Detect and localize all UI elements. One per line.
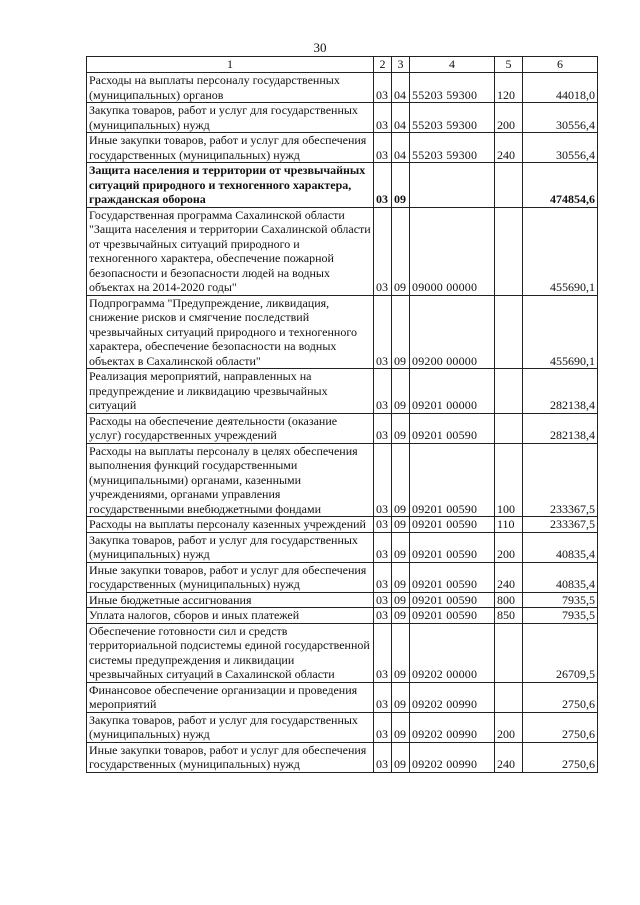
row-expense-type: 240 [495, 742, 523, 772]
row-section: 03 [374, 592, 392, 608]
row-amount: 233367,5 [523, 517, 598, 533]
row-section: 03 [374, 517, 392, 533]
table-row [87, 207, 598, 295]
row-expense-type: 240 [495, 562, 523, 592]
row-name: Иные бюджетные ассигнования [87, 592, 374, 608]
row-amount: 2750,6 [523, 712, 598, 742]
row-name: Расходы на выплаты персоналу казенных учреждений [87, 517, 374, 533]
table-row [87, 592, 598, 608]
row-target-article: 09201 00590 [410, 608, 495, 624]
row-section: 03 [374, 682, 392, 712]
row-target-article: 09200 00000 [410, 295, 495, 369]
table-row [87, 73, 598, 103]
row-subsection: 04 [392, 73, 410, 103]
row-subsection: 09 [392, 682, 410, 712]
row-amount: 44018,0 [523, 73, 598, 103]
table-row [87, 532, 598, 562]
row-section: 03 [374, 73, 392, 103]
row-subsection: 09 [392, 592, 410, 608]
row-target-article: 55203 59300 [410, 73, 495, 103]
row-target-article [410, 163, 495, 208]
row-name: Закупка товаров, работ и услуг для государственных (муниципальных) нужд [87, 712, 374, 742]
table-row [87, 413, 598, 443]
row-target-article: 09202 00000 [410, 623, 495, 682]
row-target-article: 09201 00590 [410, 592, 495, 608]
row-amount: 282138,4 [523, 413, 598, 443]
table-row [87, 163, 598, 208]
row-amount: 30556,4 [523, 103, 598, 133]
row-expense-type [495, 623, 523, 682]
row-target-article: 09201 00000 [410, 369, 495, 414]
row-target-article: 09201 00590 [410, 443, 495, 517]
row-amount: 7935,5 [523, 608, 598, 624]
row-name: Закупка товаров, работ и услуг для государственных (муниципальных) нужд [87, 532, 374, 562]
row-target-article: 55203 59300 [410, 103, 495, 133]
row-amount: 233367,5 [523, 443, 598, 517]
table-row [87, 517, 598, 533]
row-name: Государственная программа Сахалинской области "Защита населения и территории Сахалинской области от чрезвычайных ситуаций природного и техногенного характера, обеспечение пожарной безопасности и безопасности людей на водных объектах на 2014-2020 годы" [87, 207, 374, 295]
row-expense-type: 240 [495, 133, 523, 163]
row-subsection: 09 [392, 207, 410, 295]
table-row [87, 369, 598, 414]
row-subsection: 09 [392, 443, 410, 517]
row-section: 03 [374, 562, 392, 592]
row-expense-type: 800 [495, 592, 523, 608]
row-amount: 7935,5 [523, 592, 598, 608]
row-expense-type: 100 [495, 443, 523, 517]
row-amount: 2750,6 [523, 682, 598, 712]
row-subsection: 04 [392, 103, 410, 133]
row-expense-type [495, 207, 523, 295]
row-subsection: 09 [392, 413, 410, 443]
row-section: 03 [374, 163, 392, 208]
header-col-3: 3 [392, 57, 410, 73]
row-subsection: 04 [392, 133, 410, 163]
table-row [87, 443, 598, 517]
row-amount: 2750,6 [523, 742, 598, 772]
row-subsection: 09 [392, 295, 410, 369]
row-section: 03 [374, 369, 392, 414]
row-expense-type [495, 369, 523, 414]
row-target-article: 09201 00590 [410, 413, 495, 443]
header-col-2: 2 [374, 57, 392, 73]
row-section: 03 [374, 103, 392, 133]
row-subsection: 09 [392, 742, 410, 772]
row-subsection: 09 [392, 562, 410, 592]
row-target-article: 09201 00590 [410, 532, 495, 562]
header-col-6: 6 [523, 57, 598, 73]
row-name: Уплата налогов, сборов и иных платежей [87, 608, 374, 624]
row-name: Расходы на выплаты персоналу в целях обеспечения выполнения функций государственными (муниципальными) органами, казенными учреждениями, органами управления государственными внебюджетными фондами [87, 443, 374, 517]
row-name: Расходы на выплаты персоналу государственных (муниципальных) органов [87, 73, 374, 103]
table-row [87, 712, 598, 742]
row-amount: 26709,5 [523, 623, 598, 682]
row-section: 03 [374, 133, 392, 163]
table-row [87, 742, 598, 772]
row-expense-type: 110 [495, 517, 523, 533]
row-section: 03 [374, 413, 392, 443]
page-number: 30 [313, 40, 327, 55]
table-row [87, 608, 598, 624]
row-amount: 40835,4 [523, 532, 598, 562]
row-section: 03 [374, 608, 392, 624]
row-target-article: 09202 00990 [410, 742, 495, 772]
row-target-article: 09000 00000 [410, 207, 495, 295]
header-col-5: 5 [495, 57, 523, 73]
row-amount: 455690,1 [523, 295, 598, 369]
row-expense-type [495, 413, 523, 443]
table-row [87, 133, 598, 163]
row-amount: 455690,1 [523, 207, 598, 295]
row-name: Иные закупки товаров, работ и услуг для обеспечения государственных (муниципальных) нужд [87, 742, 374, 772]
row-target-article: 09201 00590 [410, 562, 495, 592]
row-subsection: 09 [392, 608, 410, 624]
row-amount: 282138,4 [523, 369, 598, 414]
table-row [87, 562, 598, 592]
row-name: Закупка товаров, работ и услуг для государственных (муниципальных) нужд [87, 103, 374, 133]
row-subsection: 09 [392, 623, 410, 682]
row-expense-type [495, 295, 523, 369]
header-col-1: 1 [87, 57, 374, 73]
row-name: Иные закупки товаров, работ и услуг для обеспечения государственных (муниципальных) нужд [87, 562, 374, 592]
table-row [87, 295, 598, 369]
row-name: Подпрограмма "Предупреждение, ликвидация, снижение рисков и смягчение последствий чрезвычайных ситуаций природного и техногенного характера, обеспечение безопасности на водных объектах в Сахалинской области" [87, 295, 374, 369]
table-row [87, 682, 598, 712]
row-subsection: 09 [392, 163, 410, 208]
row-expense-type: 850 [495, 608, 523, 624]
row-section: 03 [374, 207, 392, 295]
row-target-article: 09202 00990 [410, 712, 495, 742]
row-target-article: 09201 00590 [410, 517, 495, 533]
row-section: 03 [374, 712, 392, 742]
row-section: 03 [374, 532, 392, 562]
row-amount: 40835,4 [523, 562, 598, 592]
row-target-article: 55203 59300 [410, 133, 495, 163]
row-section: 03 [374, 742, 392, 772]
row-target-article: 09202 00990 [410, 682, 495, 712]
row-expense-type: 200 [495, 103, 523, 133]
budget-table [86, 56, 598, 773]
row-subsection: 09 [392, 369, 410, 414]
row-amount: 474854,6 [523, 163, 598, 208]
row-name: Расходы на обеспечение деятельности (оказание услуг) государственных учреждений [87, 413, 374, 443]
row-expense-type: 200 [495, 532, 523, 562]
row-name: Финансовое обеспечение организации и проведения мероприятий [87, 682, 374, 712]
table-row [87, 103, 598, 133]
row-subsection: 09 [392, 532, 410, 562]
row-expense-type: 120 [495, 73, 523, 103]
row-expense-type: 200 [495, 712, 523, 742]
row-name: Реализация мероприятий, направленных на предупреждение и ликвидацию чрезвычайных ситуаций [87, 369, 374, 414]
row-expense-type [495, 682, 523, 712]
row-amount: 30556,4 [523, 133, 598, 163]
row-name: Обеспечение готовности сил и средств территориальной подсистемы единой государственной системы предупреждения и ликвидации чрезвычайных ситуаций в Сахалинской области [87, 623, 374, 682]
table-row [87, 623, 598, 682]
row-subsection: 09 [392, 712, 410, 742]
row-name: Защита населения и территории от чрезвычайных ситуаций природного и техногенного характера, гражданская оборона [87, 163, 374, 208]
row-section: 03 [374, 443, 392, 517]
row-section: 03 [374, 295, 392, 369]
row-expense-type [495, 163, 523, 208]
table-header-row [87, 57, 598, 73]
header-col-4: 4 [410, 57, 495, 73]
row-subsection: 09 [392, 517, 410, 533]
row-section: 03 [374, 623, 392, 682]
row-name: Иные закупки товаров, работ и услуг для обеспечения государственных (муниципальных) нужд [87, 133, 374, 163]
